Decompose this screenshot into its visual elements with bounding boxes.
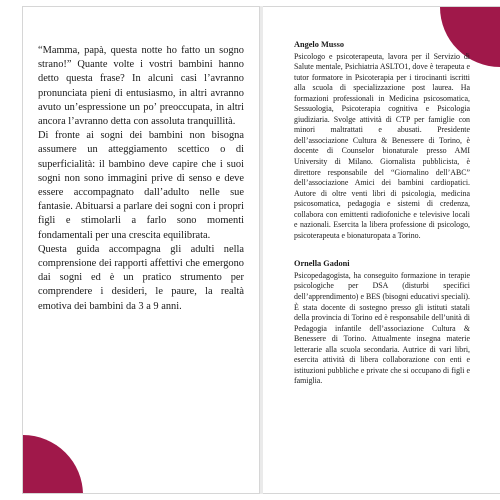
author-description: Psicologo e psicoterapeuta, lavora per il Servizio di Salute mentale, Psichiatria ASLTO1, dove è terapeuta e tutor formatore in Psicoterapia per i tirocinanti iscritti alla scuola di specializzazione post laurea. Ha formazioni professionali in Medicina psicosomatica, Sessuologia, Psicoterapia cognitiva e Psicologia giudiziaria. Svolge attività di CTP per famiglie con minori maltrattati e abusati. Presidente dell’associazione Cultura & Benessere di Torino, è docente di Counselor bionaturale presso AMI University di Milano. Giornalista pubblicista, è direttore responsabile del “Giornalino dell’ABC” dell’associazione Amici dei bambini cardiopatici. Autore di oltre venti libri di psicologia, medicina psicosomatica, pedagogia e sistemi di credenza, collabora con emittenti radiofoniche e televisive locali e nazionali. Esercita la libera professione di psicologo, psicoterapeuta e bionaturopata a Torino. — [294, 51, 470, 240]
author-description: Psicopedagogista, ha conseguito formazione in terapie psicologiche per DSA (disturbi specifici dell’apprendimento) e BES (bisogni educativi speciali). È stata docente di sostegno presso gli istituti statali della provincia di Torino ed è responsabile dell’unità di Pedagogia infantile dell’associazione Cultura & Benessere di Torino. Attualmente insegna materie letterarie alla scuola secondaria. Autrice di vari libri, esercita attività di libera collaborazione con enti e istituzioni pubbliche e private che si occupano di figli e famiglia. — [294, 270, 470, 386]
intro-paragraph: Di fronte ai sogni dei bambini non bisogna assumere un atteggiamento scettico o di superficialità: il bambino deve capire che i suoi sogni non sono immagini prive di senso e deve essere accompagnato dall’adulto nelle sue fantasie. Abituarsi a parlare dei sogni con i propri figli e stimolarli a farlo sono momenti fondamentali per una crescita equilibrata. — [38, 130, 244, 241]
author-bio — [294, 40, 470, 241]
author-bio — [294, 259, 470, 387]
decorative-circle-bottom-left — [22, 435, 83, 494]
intro-paragraph: “Mamma, papà, questa notte ho fatto un sogno strano!” Quante volte i vostri bambini hanno detto questa frase? In alcuni casi l’avranno pronunciata pieni di entusiasmo, in altri avranno avuto un’espressione un po’ preoccupata, in altri ancora l’avranno detta con assoluta tranquillità. — [38, 45, 244, 128]
author-name: Angelo Musso — [294, 40, 345, 49]
author-name: Ornella Gadoni — [294, 259, 350, 269]
intro-paragraph: Questa guida accompagna gli adulti nella comprensione dei rapporti affettivi che emergono dai sogni ed è un pratico strumento per comprendere i desideri, le paure, la realtà emotiva dei bambini da 3 a 9 anni. — [38, 243, 244, 312]
intro-text — [38, 44, 244, 314]
author-bios — [294, 40, 470, 387]
